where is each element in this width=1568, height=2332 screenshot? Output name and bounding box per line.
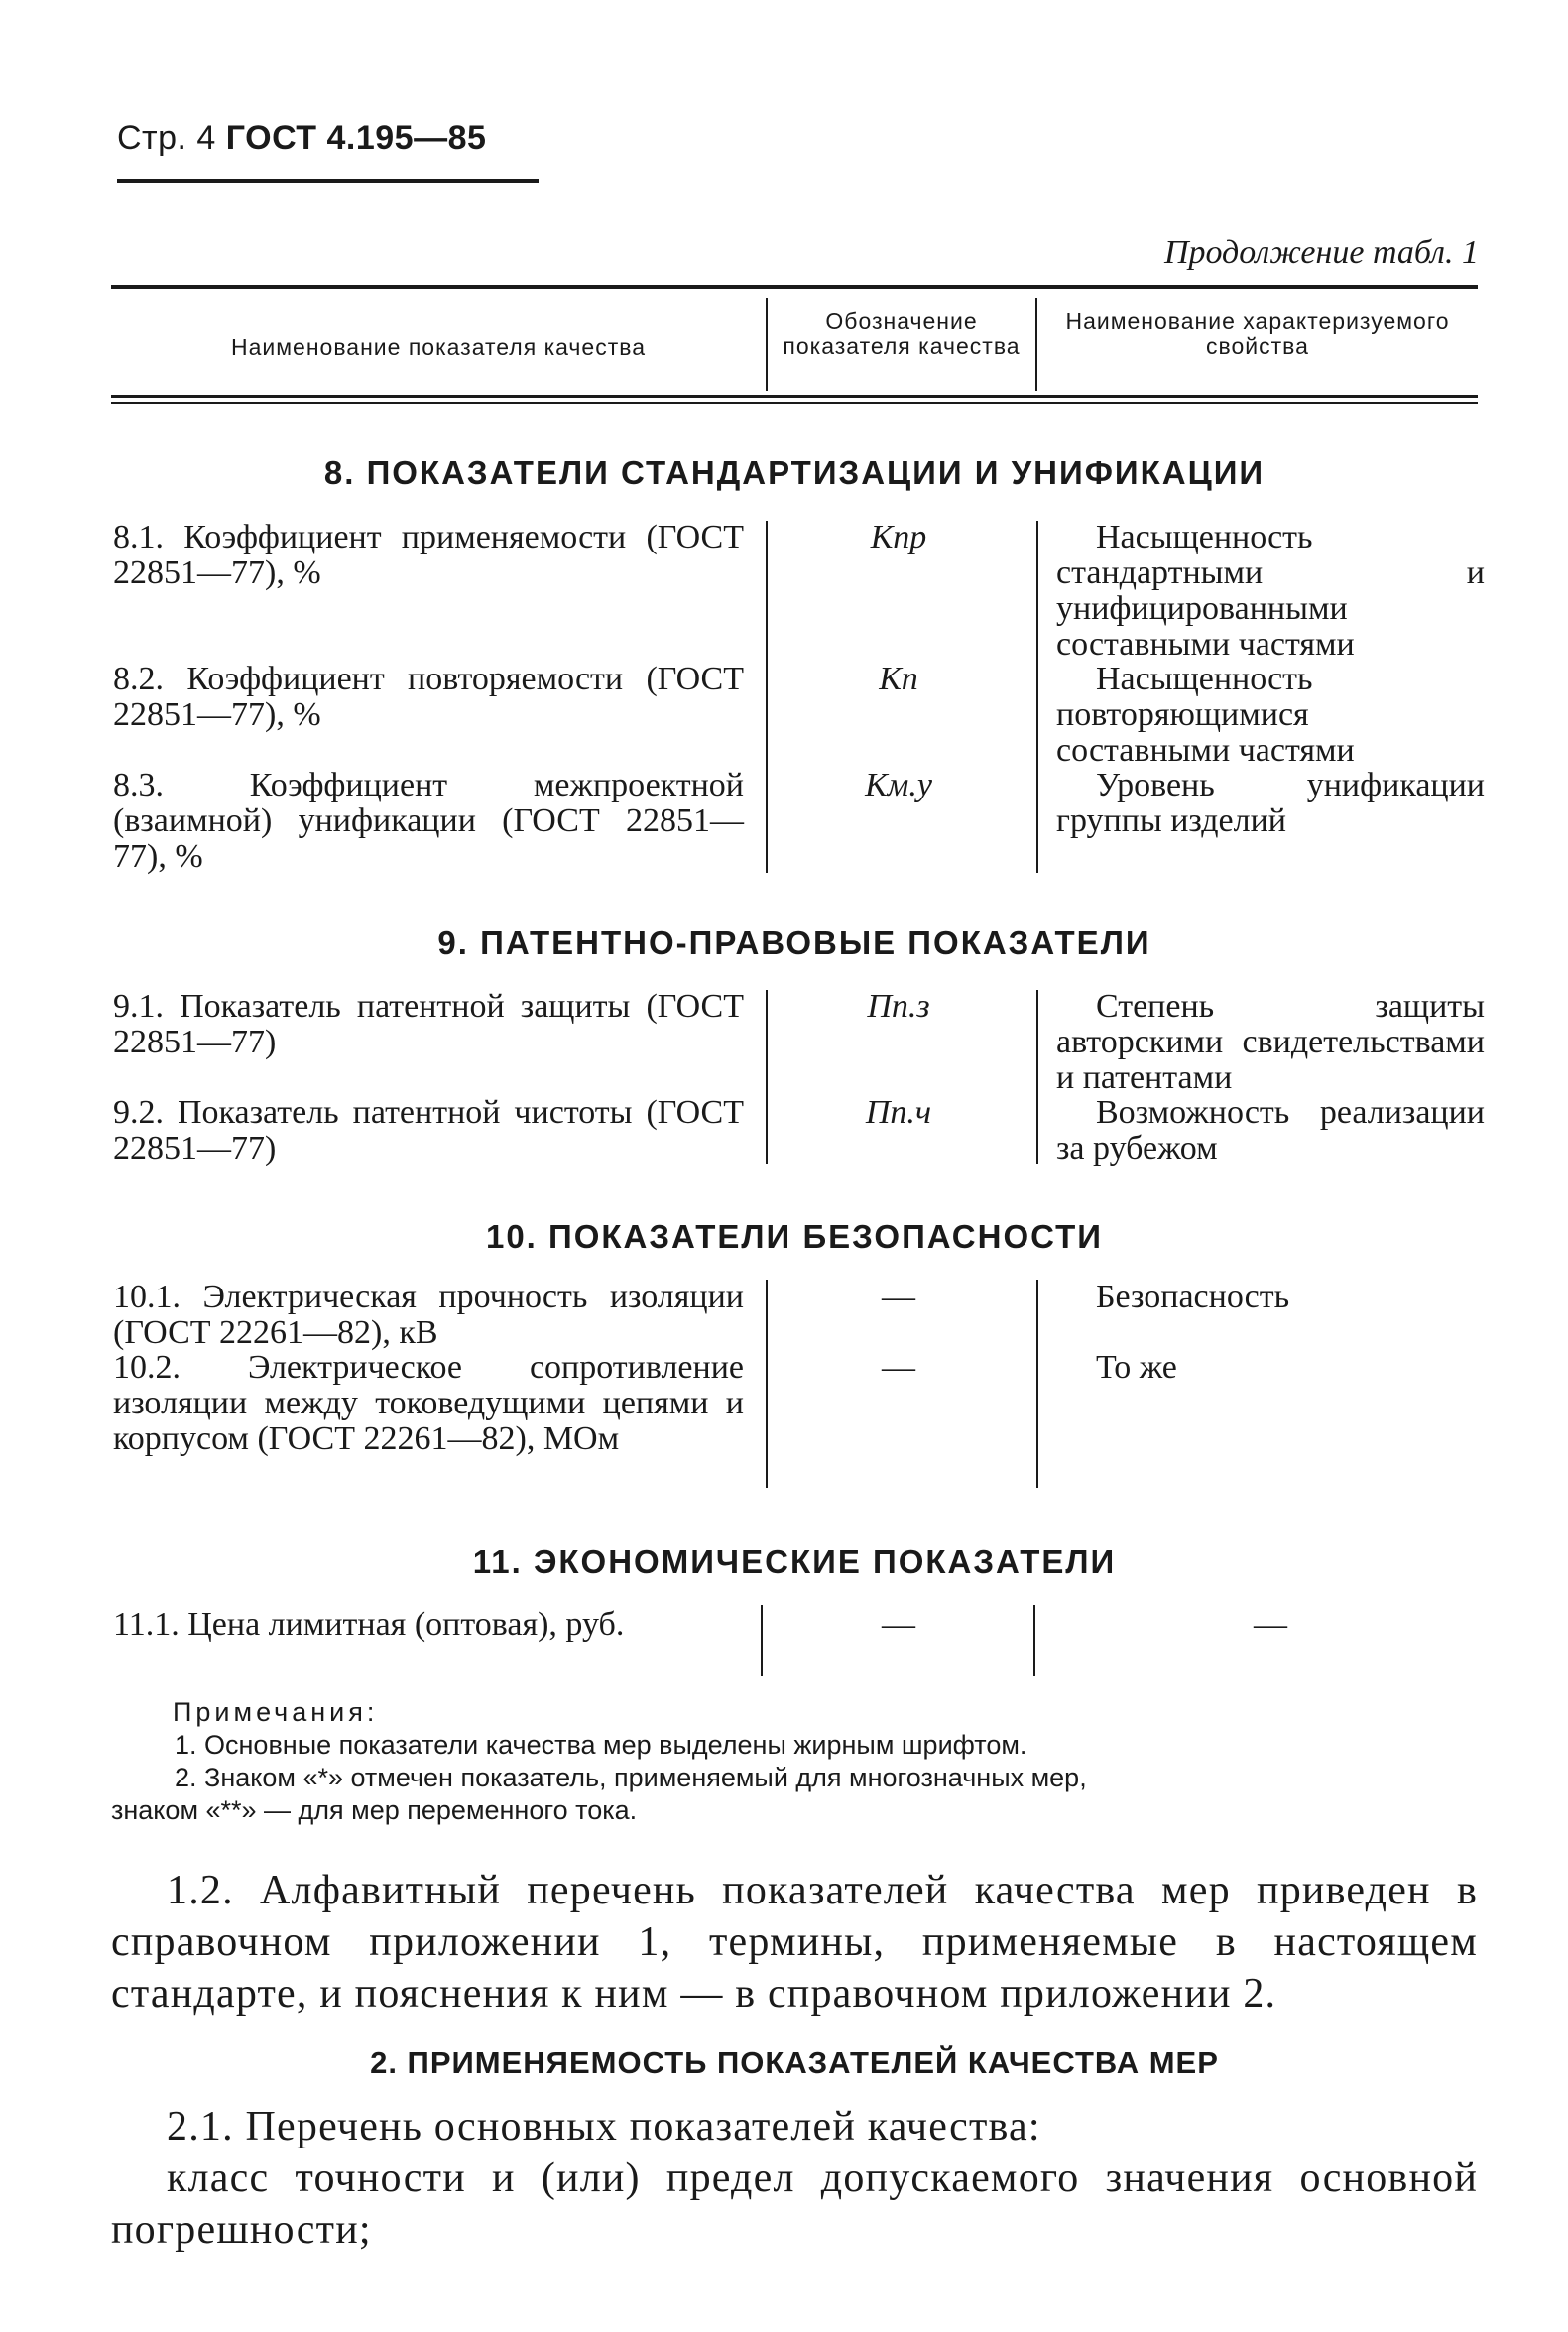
column-header-property: Наименование характеризуемого свойства [1065,308,1450,359]
table-row-name: 8.2. Коэффициент повторяемости (ГОСТ 22851—77), % [113,661,744,733]
column-divider [766,990,768,1164]
column-header-symbol: Обозначение показателя качества [783,308,1021,359]
section-title: 8. ПОКАЗАТЕЛИ СТАНДАРТИЗАЦИИ И УНИФИКАЦИИ [323,454,1266,491]
column-header-name: Наименование показателя качества [231,334,646,360]
table-row-property: Насыщенность повторяющимися составными частями [1056,661,1355,769]
column-divider [1033,1605,1035,1676]
table-row-symbol: — [882,1279,915,1315]
section-title: 10. ПОКАЗАТЕЛИ БЕЗОПАСНОСТИ [485,1218,1104,1255]
page-number: Стр. 4 [117,119,216,157]
table-row-property: Безопасность [1096,1279,1290,1315]
paragraph-2-1: 2.1. Перечень основных показателей качества: [167,2104,1041,2149]
table-row-symbol: Кп [879,661,918,697]
note-item-continuation: знаком «**» — для мер переменного тока. [111,1795,638,1825]
table-row-name: 10.2. Электрическое сопротивление изоляции между токоведущими цепями и корпусом (ГОСТ 22261—82), МОм [113,1349,744,1457]
table-continuation-label: Продолжение табл. 1 [1163,234,1479,271]
table-row-name: 9.1. Показатель патентной защиты (ГОСТ 22851—77) [113,988,744,1060]
notes [111,1696,1478,1827]
table-row-symbol: Пп.ч [865,1094,932,1131]
note-item: 2. Знаком «*» отмечен показатель, применяемый для многозначных мер, [175,1763,1087,1792]
column-divider [766,521,768,873]
table-row-symbol: Км.у [865,767,932,803]
section-title: 9. ПАТЕНТНО-ПРАВОВЫЕ ПОКАЗАТЕЛИ [437,924,1151,961]
table-row-symbol: Пп.з [867,988,930,1025]
table-header-bottom-rule [111,402,1478,404]
table-row-property: Степень защиты авторскими свидетельствами и патентами [1056,988,1485,1096]
standard-code: ГОСТ 4.195—85 [225,119,487,157]
table-row-property: Возможность реализации за рубежом [1056,1094,1485,1166]
table-row-property: Уровень унификации группы изделий [1056,767,1485,839]
table-row-symbol: — [882,1606,915,1643]
table-row-name: 8.3. Коэффициент межпроектной (взаимной) унификации (ГОСТ 22851—77), % [113,767,744,875]
table-row-name: 11.1. Цена лимитная (оптовая), руб. [113,1606,625,1643]
column-divider [766,298,768,391]
column-divider [1036,1280,1038,1488]
column-divider [766,1280,768,1488]
column-divider [1036,990,1038,1164]
column-divider [1035,298,1037,391]
header-rule [117,179,539,183]
table-header-top-rule [111,285,1478,289]
notes-heading: Примечания: [173,1697,379,1727]
table-row-name: 9.2. Показатель патентной чистоты (ГОСТ 22851—77) [113,1094,744,1166]
section-2-title: 2. ПРИМЕНЯЕМОСТЬ ПОКАЗАТЕЛЕЙ КАЧЕСТВА МЕР [370,2045,1219,2080]
table-row-property: — [1254,1606,1287,1643]
table-row-property: Насыщенность стандартными и унифицированными составными частями [1056,519,1485,663]
column-divider [761,1605,763,1676]
paragraph-1-2: 1.2. Алфавитный перечень показателей качества мер приведен в справочном приложении 1, термины, применяемые в настоящем стандарте, и пояснения к ним — в справочном приложении 2. [111,1868,1478,2017]
column-divider [1036,521,1038,873]
table-row-name: 8.1. Коэффициент применяемости (ГОСТ 22851—77), % [113,519,744,591]
table-header-bottom-rule [111,395,1478,398]
paragraph-2-1-item: класс точности и (или) предел допускаемого значения основной погрешности; [111,2155,1478,2253]
table-row-name: 10.1. Электрическая прочность изоляции (ГОСТ 22261—82), кВ [113,1279,744,1351]
note-item: 1. Основные показатели качества мер выделены жирным шрифтом. [175,1730,1027,1760]
table-row-symbol: Кпр [870,519,927,555]
table-row-property: То же [1096,1349,1177,1386]
section-title: 11. ЭКОНОМИЧЕСКИЕ ПОКАЗАТЕЛИ [472,1543,1117,1580]
table-row-symbol: — [882,1349,915,1386]
page-header [117,119,486,158]
